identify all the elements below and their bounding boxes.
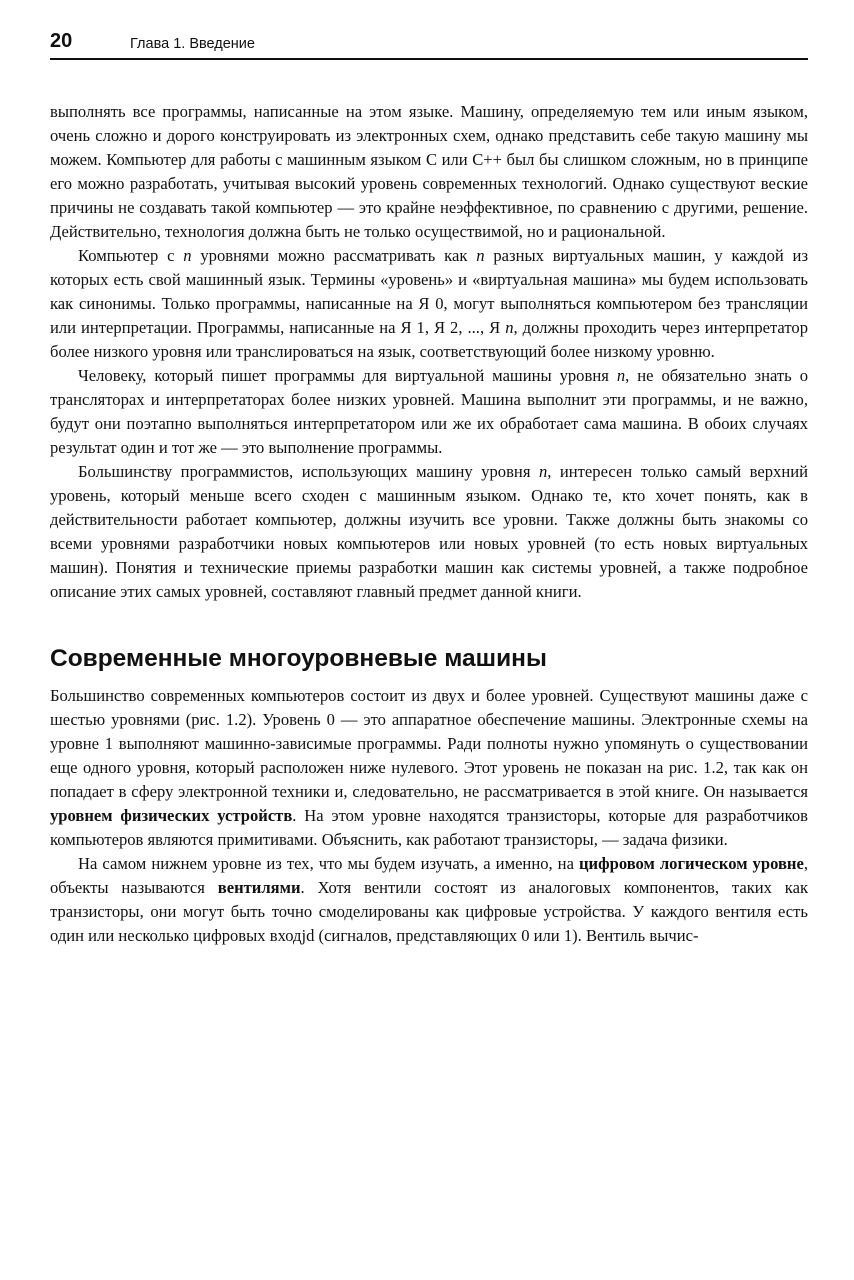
paragraph-3 (50, 364, 808, 460)
text-run: , должны проходить через интерпретатор более низкого уровня или транслироваться на язык, соответствующий более низкому уровню. (50, 318, 808, 361)
bold-term: цифровом логическом уровне (578, 854, 804, 873)
paragraph-1: выполнять все программы, написанные на этом языке. Машину, определяемую тем или иным языком, очень сложно и дорого конструировать из электронных схем, однако представить себе такую машину мы можем. Компьютер для работы с машинным языком C или C++ был бы слишком сложным, но в принципе его можно разработать, учитывая высокий уровень современных технологий. Однако существуют веские причины не создавать такой компьютер — это крайне неэффективное, по сравнению с другими, решение. Действительно, технология должна быть не только осуществимой, но и рациональной. (50, 102, 808, 241)
page-body (50, 100, 808, 948)
text-run: разных виртуальных машин, у каждой из которых есть свой машинный язык. Термины «уровень» и «виртуальная машина» мы будем использовать как синонимы. Только программы, написанные на Я 0, могут выполняться компьютером без трансляции или интерпретации. Программы, написанные на Я 1, Я 2, ..., Я (50, 246, 808, 337)
text-run: уровнями можно рассматривать как (191, 246, 477, 265)
text-run: , объекты называются (50, 854, 808, 897)
text-run: На самом нижнем уровне из тех, что мы будем изучать, а именно, на (78, 854, 579, 873)
text-run: , не обязательно знать о трансляторах и интерпретаторах более низких уровней. Машина выполнит эти программы, и не важно, будут они поэтапно выполняться интерпретатором или же их обработает сама машина. В обоих случаях результат один и тот же — это выполнение программы. (50, 366, 808, 457)
page-header (50, 28, 808, 60)
page-number: 20 (50, 30, 73, 52)
italic-n: n (505, 318, 514, 337)
paragraph-6 (50, 852, 808, 948)
paragraph-5 (50, 684, 808, 852)
paragraph-2 (50, 244, 808, 364)
paragraph-4 (50, 460, 808, 604)
bold-term: вентилями (217, 878, 301, 897)
bold-term: уровнем физических устройств (50, 806, 293, 825)
italic-n: n (616, 366, 626, 385)
text-run: . Хотя вентили состоят из аналоговых компонентов, таких как транзисторы, они могут быть точно смоделированы как цифровые устройства. У каждого вентиля есть один или несколько цифровых входjd (сигналов, представляющих 0 или 1). Вентиль вычис- (50, 878, 809, 945)
text-run: Большинство современных компьютеров состоит из двух и более уровней. Существуют машины даже с шестью уровнями (рис. 1.2). Уровень 0 — это аппаратное обеспечение машины. Электронные схемы на уровне 1 выполняют машинно-зависимые программы. Ради полноты нужно упомянуть о существовании еще одного уровня, который расположен ниже нулевого. Этот уровень не показан на рис. 1.2, так как он попадает в сферу электронной техники и, следовательно, не рассматривается в этой книге. Он называется (50, 686, 808, 801)
text-run: , интересен только самый верхний уровень, который меньше всего сходен с машинным языком. Однако те, кто хочет понять, как в действительности работает компьютер, должны изучить все уровни. Также должны быть знакомы со всеми уровнями разработчики новых компьютеров или новых уровней (то есть новых виртуальных машин). Понятия и технические приемы разработки машин как системы уровней, а также подробное описание этих самых уровней, составляют главный предмет данной книги. (50, 462, 808, 601)
running-head: Глава 1. Введение (130, 36, 255, 52)
text-run: Человеку, который пишет программы для виртуальной машины уровня (78, 366, 617, 385)
text-run: Большинству программистов, использующих машину уровня (78, 462, 539, 481)
text-run: Компьютер с (78, 246, 184, 265)
italic-n: n (538, 462, 548, 481)
section-heading: Современные многоуровневые машины (50, 645, 547, 672)
italic-n: n (476, 246, 485, 265)
italic-n: n (183, 246, 192, 265)
text-run: . На этом уровне находятся транзисторы, которые для разработчиков компьютеров являются примитивами. Объяснить, как работают транзисторы, — задача физики. (50, 806, 808, 849)
